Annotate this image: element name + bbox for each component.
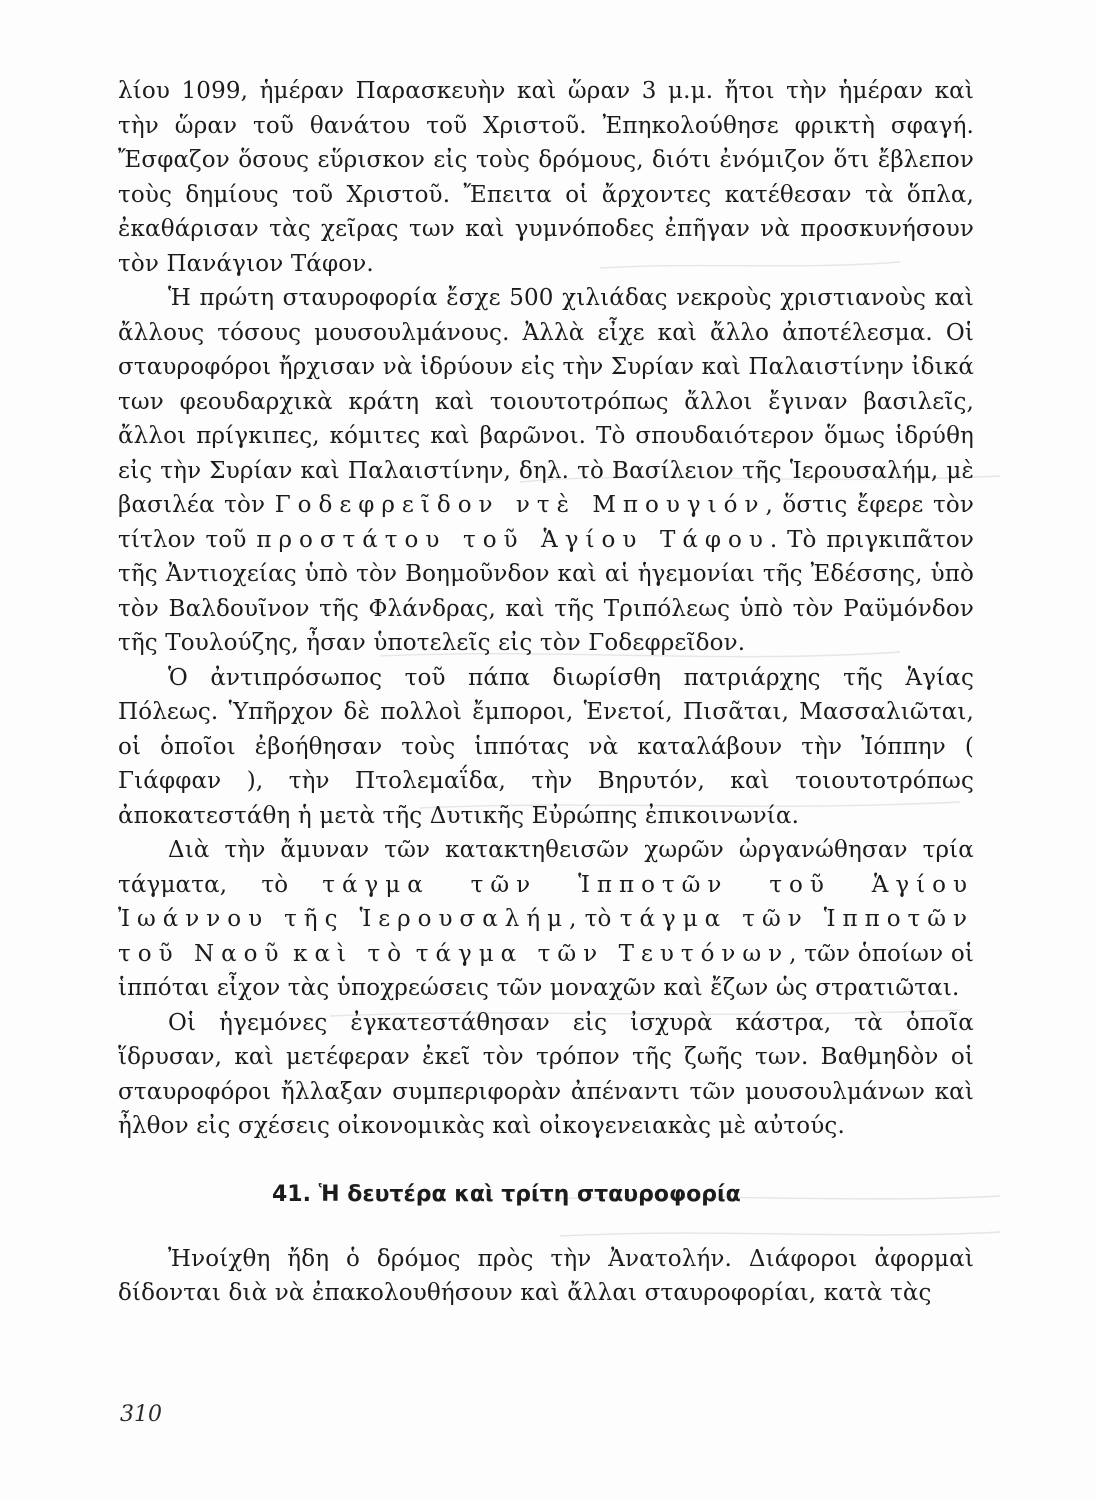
- paragraph-section-body: Ἠνοίχθη ἤδη ὁ δρόμος πρὸς τὴν Ἀνατολήν. Διάφοροι ἀφορμαὶ δίδονται διὰ νὰ ἐπακολουθήσουν καὶ ἄλλαι σταυροφορίαι, κατὰ τὰς: [118, 1245, 974, 1306]
- paragraph-text: , ὅστις ἔφερε τὸν τίτλον τοῦ: [118, 492, 974, 553]
- paragraph-military-orders: [118, 833, 974, 1006]
- section-heading: 41. Ἡ δευτέρα καὶ τρίτη σταυροφορία: [272, 1181, 741, 1207]
- paragraph-text: . Τὸ πριγκιπᾶτον τῆς Ἀντιοχείας ὑπὸ τὸν Βοημοῦνδον καὶ αἱ ἡγεμονίαι τῆς Ἐδέσσης, ὑπὸ τὸν Βαλδουῖνον τῆς Φλάνδρας, καὶ τῆς Τριπόλεως ὑπὸ τὸν Ραϋμόνδον τῆς Τουλούζης, ἦσαν ὑποτελεῖς εἰς τὸν Γοδεφρεῖδον.: [118, 526, 974, 656]
- paragraph-papal-legate: Ὁ ἀντιπρόσωπος τοῦ πάπα διωρίσθη πατριάρχης τῆς Ἁγίας Πόλεως. Ὑπῆρχον δὲ πολλοὶ ἔμποροι, Ἑνετοί, Πισᾶται, Μασσαλιῶται, οἱ ὁποῖοι ἐβοήθησαν τοὺς ἱππότας νὰ καταλάβουν τὴν Ἰόππην ( Γιάφφαν ), τὴν Πτολεμαΐδα, τὴν Βηρυτόν, καὶ τοιουτοτρόπως ἀποκατεστάθη ἡ μετὰ τῆς Δυτικῆς Εὐρώπης ἐπικοινωνία.: [118, 664, 974, 829]
- text-column: [118, 74, 974, 1311]
- spaced-title-protector: προστάτου τοῦ Ἁγίου Τάφου: [256, 526, 770, 553]
- spaced-conjunction: καὶ τὸ: [293, 940, 409, 967]
- page-number: 310: [120, 1402, 162, 1427]
- paragraph-text: , τῶν ὁποίων οἱ ἱππόται εἶχον τὰς ὑποχρεώσεις τῶν μοναχῶν καὶ ἔζων ὡς στρατιῶται.: [118, 940, 974, 1001]
- spaced-name-godfrey: Γοδεφρεῖδον ντὲ Μπουγιόν: [274, 492, 766, 518]
- spaced-order-templars: τάγμα τῶν Ἱπποτῶν τοῦ Ναοῦ: [118, 906, 975, 967]
- paragraph-jerusalem-capture: λίου 1099, ἡμέραν Παρασκευὴν καὶ ὥραν 3 μ.μ. ἤτοι τὴν ἡμέραν καὶ τὴν ὥραν τοῦ θανάτου τοῦ Χριστοῦ. Ἐπηκολούθησε φρικτὴ σφαγή. Ἔσφαζον ὅσους εὕρισκον εἰς τοὺς δρόμους, διότι ἐνόμιζον ὅτι ἔβλεπον τοὺς δημίους τοῦ Χριστοῦ. Ἔπειτα οἱ ἄρχοντες κατέθεσαν τὰ ὅπλα, ἐκαθάρισαν τὰς χεῖρας των καὶ γυμνόποδες ἐπῆγαν νὰ προσκυνήσουν τὸν Πανάγιον Τάφον.: [118, 78, 974, 277]
- paragraph-text: , τὸ: [569, 906, 612, 932]
- paragraph-first-crusade-results: [118, 281, 974, 661]
- paragraph-rulers-castles: Οἱ ἡγεμόνες ἐγκατεστάθησαν εἰς ἰσχυρὰ κάστρα, τὰ ὁποῖα ἵδρυσαν, καὶ μετέφεραν ἐκεῖ τὸν τρόπον τῆς ζωῆς των. Βαθμηδὸν οἱ σταυροφόροι ἤλλαξαν συμπεριφορὰν ἀπέναντι τῶν μουσουλμάνων καὶ ἦλθον εἰς σχέσεις οἰκονομικὰς καὶ οἰκογενειακὰς μὲ αὐτούς.: [118, 1009, 974, 1139]
- paragraph-text: Ἡ πρώτη σταυροφορία ἔσχε 500 χιλιάδας νεκροὺς χριστιανοὺς καὶ ἄλλους τόσους μουσουλμάνους. Ἀλλὰ εἶχε καὶ ἄλλο ἀποτέλεσμα. Οἱ σταυροφόροι ἤρχισαν νὰ ἱδρύουν εἰς τὴν Συρίαν καὶ Παλαιστίνην ἰδικά των φεουδαρχικὰ κράτη καὶ τοιουτοτρόπως ἄλλοι ἔγιναν βασιλεῖς, ἄλλοι πρίγκιπες, κόμιτες καὶ βαρῶνοι. Τὸ σπουδαιότερον ὅμως ἱδρύθη εἰς τὴν Συρίαν καὶ Παλαιστίνην, δηλ. τὸ Βασίλειον τῆς Ἱερουσαλήμ, μὲ βασιλέα τὸν: [118, 285, 974, 518]
- spaced-order-teutonic: τάγμα τῶν Τευτόνων: [415, 940, 790, 967]
- paragraph-text: Διὰ τὴν ἄμυναν τῶν κατακτηθεισῶν χωρῶν ὠργανώθησαν τρία τάγματα, τὸ: [118, 837, 974, 898]
- spaced-order-hospitallers: τάγμα τῶν Ἱπποτῶν τοῦ Ἁγίου Ἰωάννου τῆς Ἱερουσαλήμ: [118, 871, 974, 932]
